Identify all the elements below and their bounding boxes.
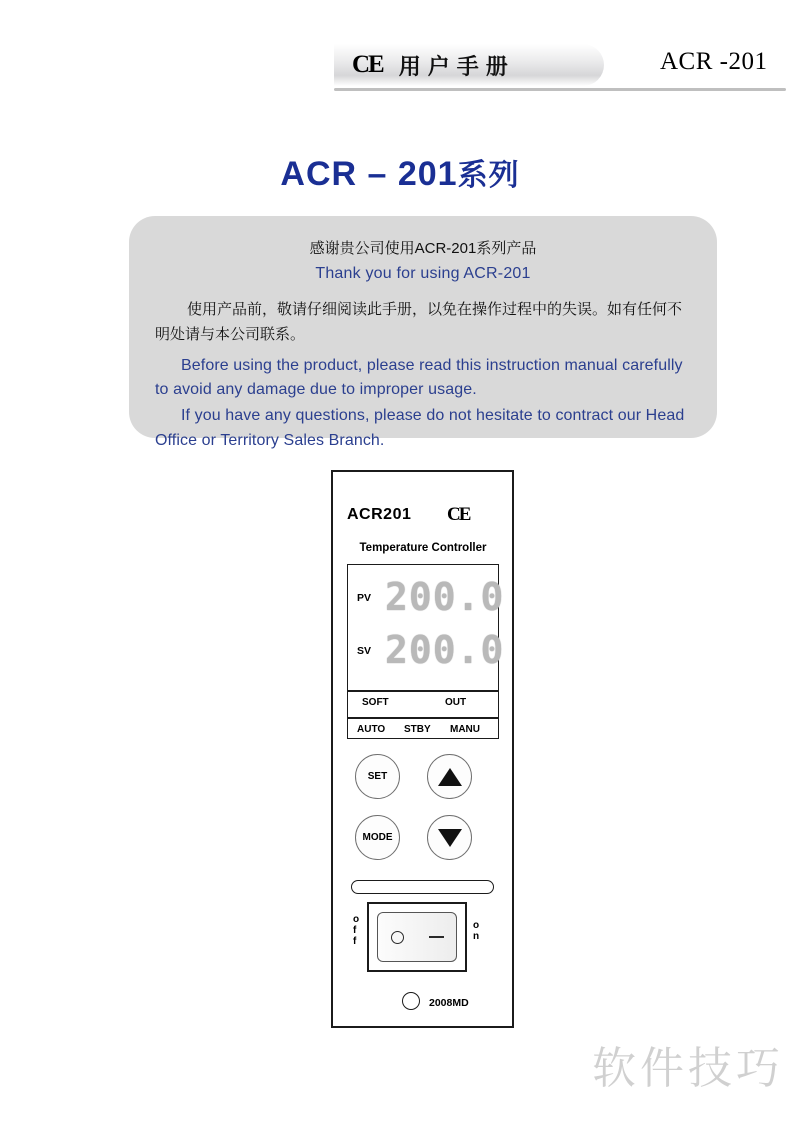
set-button[interactable] — [355, 754, 400, 799]
watermark: 软件技巧 — [592, 1044, 784, 1093]
notice-thanks-cn: 感谢贵公司使用ACR-201系列产品 — [309, 240, 537, 257]
indicator-auto: AUTO — [357, 724, 386, 735]
indicator-out: OUT — [445, 697, 467, 708]
page-title-main: ACR – 201 — [280, 155, 458, 193]
down-button[interactable] — [427, 815, 472, 860]
notice-panel — [129, 216, 717, 449]
device-slot — [351, 880, 494, 894]
notice-body-cn: 使用产品前，敬请仔细阅读此手册，以免在操作过程中的失误。如有任何不明处请与本公司联系。 — [155, 301, 683, 343]
up-button[interactable] — [427, 754, 472, 799]
device-ce-mark-icon: CE — [447, 504, 470, 525]
manual-title-cn: 用户手册 — [398, 53, 515, 79]
page-title — [0, 150, 800, 194]
power-switch[interactable] — [367, 902, 467, 972]
indicator-soft: SOFT — [362, 697, 389, 708]
page-title-suffix: 系列 — [457, 159, 520, 192]
device-subtitle: Temperature Controller — [359, 542, 487, 554]
device-code-label: 2008MD — [429, 997, 469, 1009]
display-divider-2 — [347, 717, 499, 719]
power-off-circle-icon — [391, 931, 404, 944]
triangle-up-icon — [438, 768, 462, 786]
notice-body-en-line1: Before using the product, please read this instruction manual carefully to avoid any damage due to improper usage. — [155, 356, 683, 399]
indicator-manu: MANU — [450, 724, 480, 735]
power-on-bar-icon — [429, 936, 444, 938]
display-divider-1 — [347, 690, 499, 692]
header-divider — [334, 88, 786, 91]
device-screw-icon — [402, 992, 420, 1010]
header-model-number: ACR -201 — [660, 48, 768, 75]
pv-label: PV — [357, 592, 372, 604]
ce-mark-icon: CE — [352, 51, 383, 78]
notice-thanks-en: Thank you for using ACR-201 — [315, 264, 531, 282]
power-switch-off-label: o f f — [353, 914, 360, 947]
sv-label: SV — [357, 645, 372, 657]
indicator-stby: STBY — [404, 724, 431, 735]
power-switch-rocker[interactable] — [377, 912, 457, 962]
header-banner — [334, 44, 604, 86]
mode-button-label: MODE — [362, 832, 393, 843]
set-button-label: SET — [367, 771, 388, 782]
sv-value: 200.0 — [385, 628, 505, 672]
notice-body-en-line2: If you have any questions, please do not hesitate to contract our Head Office or Territory Sales Branch. — [155, 407, 685, 449]
mode-button[interactable] — [355, 815, 400, 860]
power-switch-on-label: o n — [473, 920, 480, 942]
page-header — [0, 44, 800, 98]
pv-value: 200.0 — [385, 575, 505, 619]
device-illustration — [331, 470, 514, 1028]
notice-body-en — [155, 354, 691, 454]
triangle-down-icon — [438, 829, 462, 847]
device-brand-label: ACR201 — [347, 506, 412, 523]
